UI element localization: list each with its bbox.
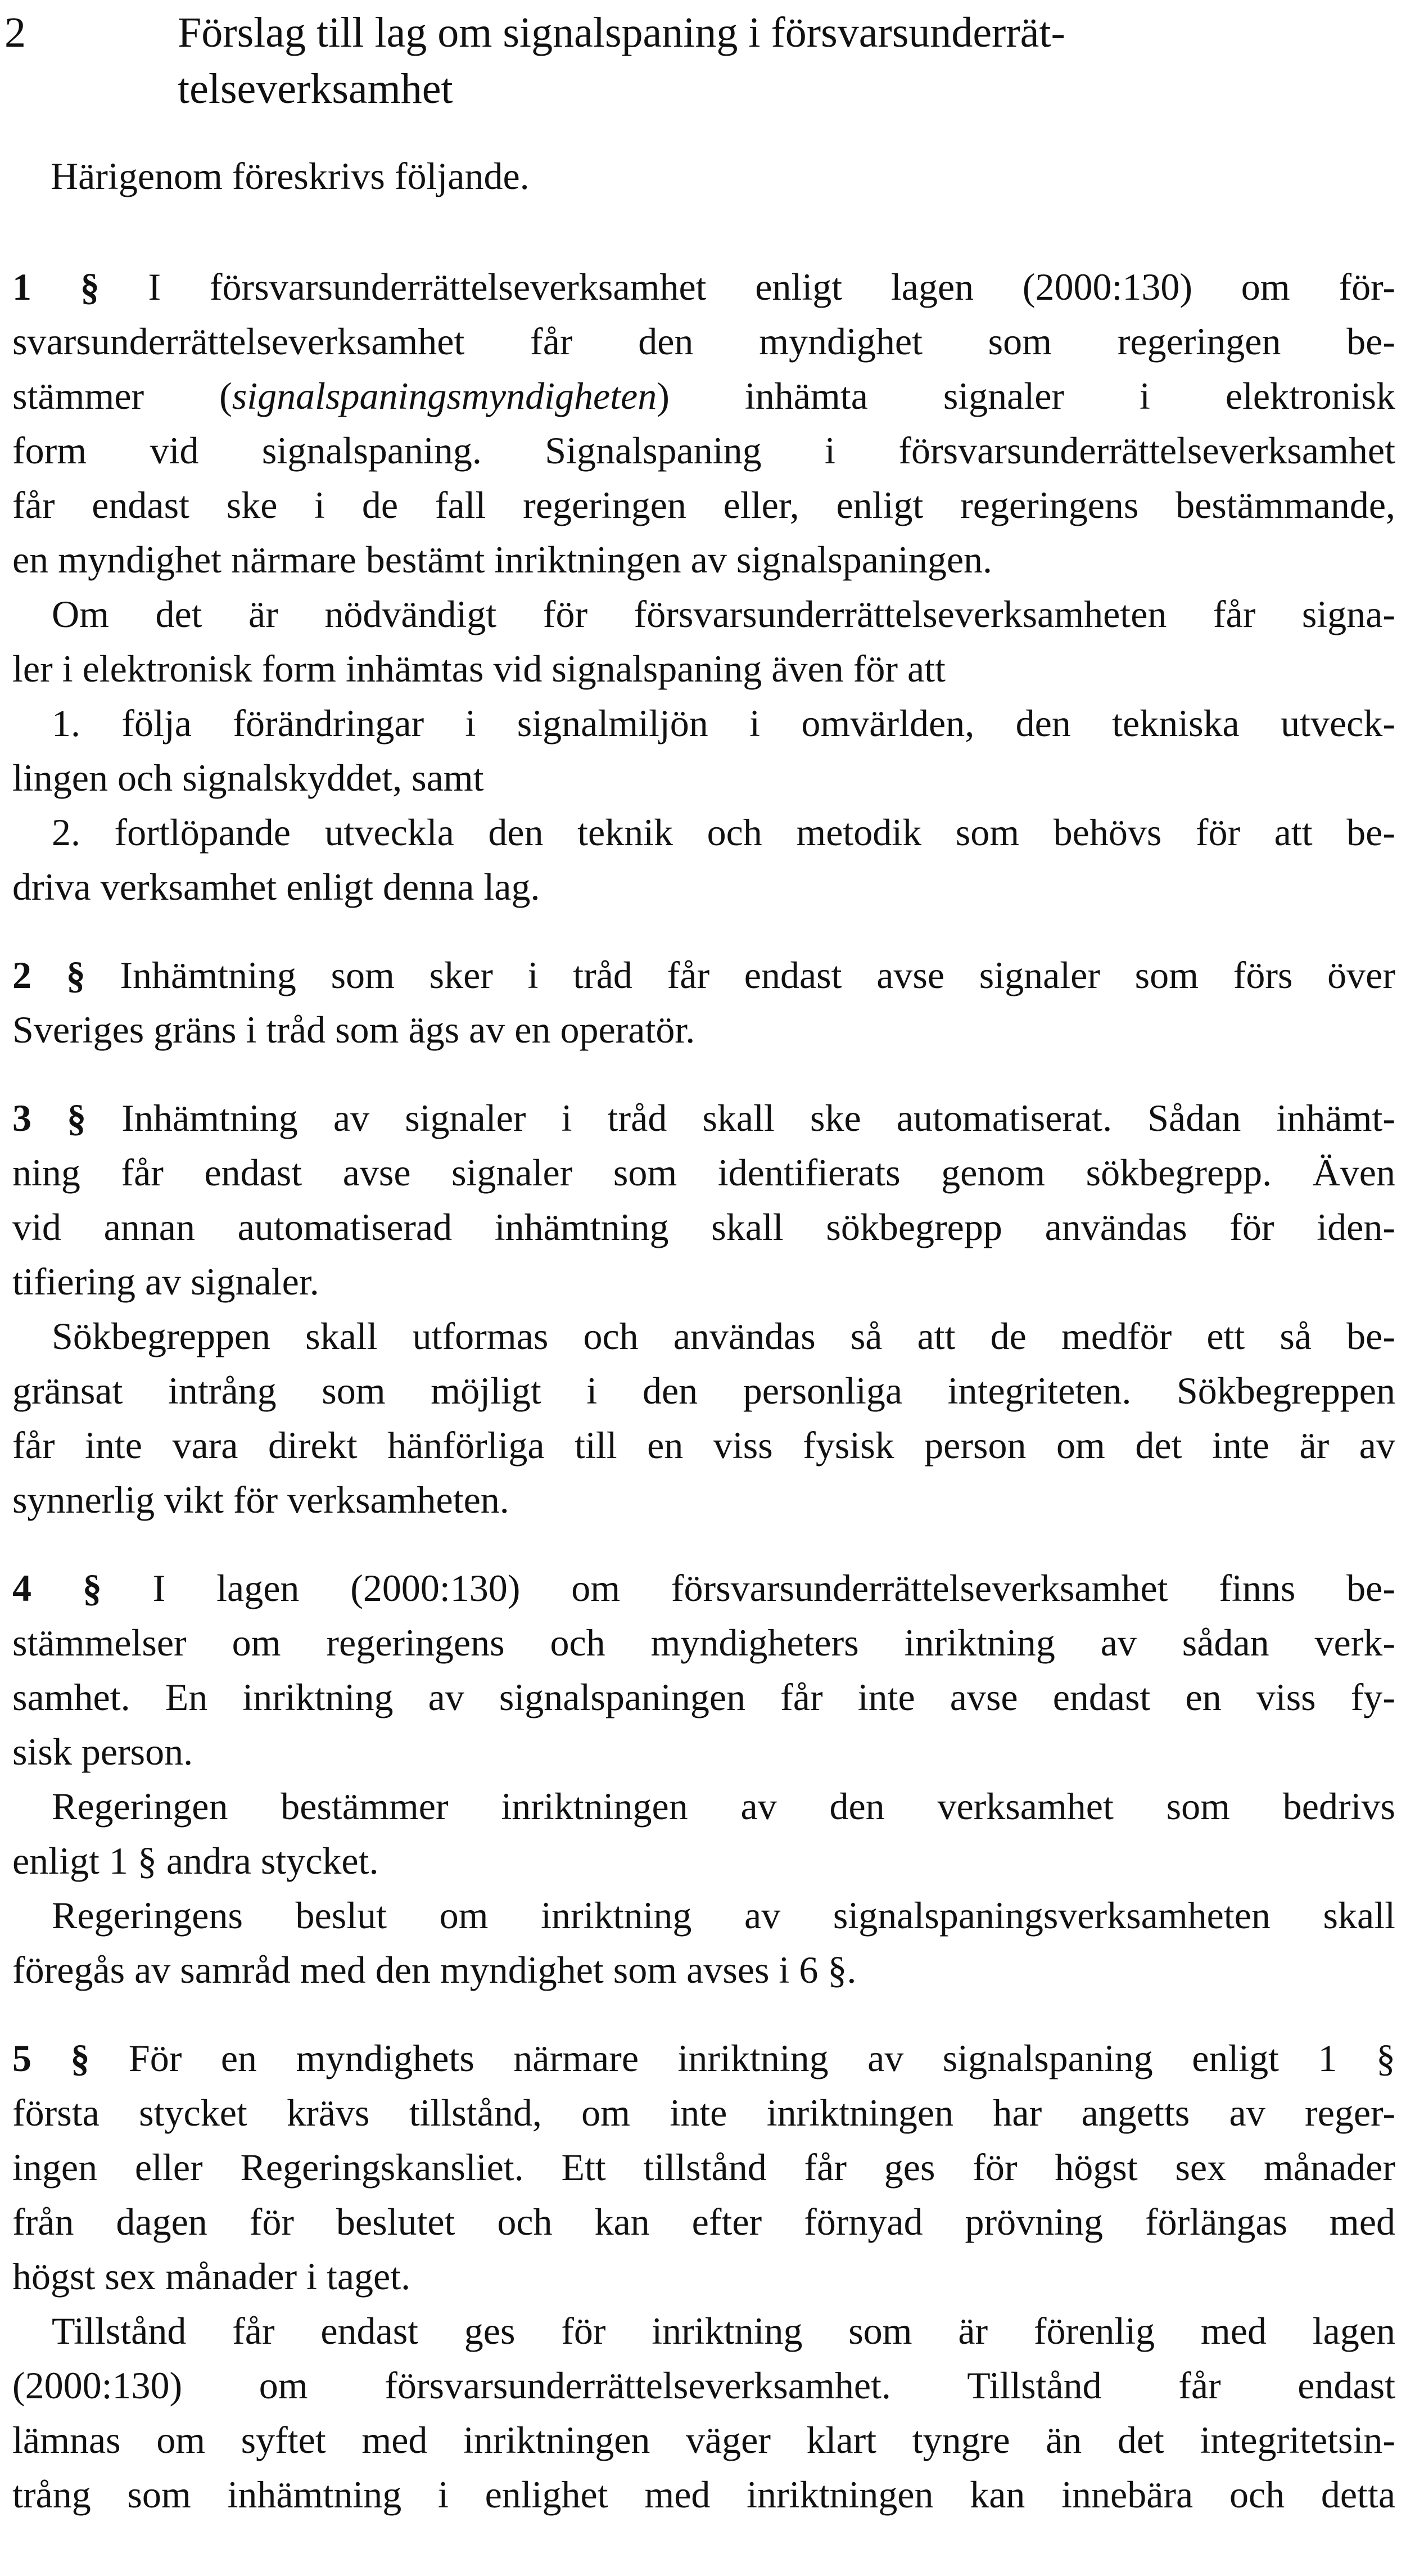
text-line: Sveriges gräns i tråd som ägs av en operatör. (12, 1008, 695, 1051)
text-line: vid annan automatiserad inhämtning skall sökbegrepp användas för iden- (12, 1206, 1395, 1248)
section-sign: § (80, 265, 100, 308)
text-line: enligt 1 § andra stycket. (12, 1839, 379, 1882)
section-number: 4 (12, 1567, 83, 1609)
heading-title-line: telseverksamhet (178, 65, 453, 112)
text-line: Tillstånd får endast ges för inriktning som är förenlig med lagen (52, 2309, 1395, 2352)
text-line: trång som inhämtning i enlighet med inriktningen kan innebära och detta (12, 2473, 1395, 2516)
heading-title-line: Förslag till lag om signalspaning i försvarsunderrät- (178, 9, 1065, 56)
line-text: Inhämtning av signaler i tråd skall ske automatiserat. Sådan inhämt- (86, 1097, 1396, 1139)
text-line (12, 1561, 1395, 1616)
line-text: I lagen (2000:130) om försvarsunderrättelseverksamhet finns be- (101, 1567, 1396, 1609)
text-line: första stycket krävs tillstånd, om inte inriktningen har angetts av reger- (12, 2091, 1395, 2134)
line-text: För en myndighets närmare inriktning av signalspaning enligt 1 § (89, 2037, 1396, 2079)
section-number: 2 (12, 954, 66, 996)
section-number: 1 (12, 265, 80, 308)
text-line: tifiering av signaler. (12, 1260, 319, 1303)
enactment-clause: Härigenom föreskrivs följande. (51, 155, 530, 197)
section-sign: § (67, 1097, 87, 1139)
text-line: ler i elektronisk form inhämtas vid signalspaning även för att (12, 647, 946, 690)
text-line: får inte vara direkt hänförliga till en viss fysisk person om det inte är av (12, 1424, 1395, 1467)
text-line: föregås av samråd med den myndighet som avses i 6 §. (12, 1948, 857, 1991)
section-number: 3 (12, 1097, 67, 1139)
text-line: sisk person. (12, 1730, 193, 1773)
heading-title (178, 4, 1369, 117)
text-line: ning får endast avse signaler som identifierats genom sökbegrepp. Även (12, 1151, 1395, 1194)
section-number: 5 (12, 2037, 71, 2079)
text-line: Regeringen bestämmer inriktningen av den verksamhet som bedrivs (52, 1785, 1395, 1828)
text-line: högst sex månader i taget. (12, 2255, 411, 2298)
text-line: driva verksamhet enligt denna lag. (12, 865, 540, 908)
text-line: ingen eller Regeringskansliet. Ett tillstånd får ges för högst sex månader (12, 2146, 1395, 2189)
paragraph-section-4 (12, 1561, 1395, 1997)
text-line: från dagen för beslutet och kan efter förnyad prövning förlängas med (12, 2200, 1395, 2243)
text-line (12, 948, 1395, 1003)
defined-term: signalspaningsmyndigheten (232, 375, 657, 417)
text-line (12, 260, 1395, 314)
section-sign: § (82, 1567, 102, 1609)
text-line: samhet. En inriktning av signalspaningen får inte avse endast en viss fy- (12, 1676, 1395, 1718)
text-line: Sökbegreppen skall utformas och användas så att de medför ett så be- (52, 1315, 1395, 1357)
paragraph-section-2 (12, 948, 1395, 1057)
text-line: gränsat intrång som möjligt i den personliga integriteten. Sökbegreppen (12, 1369, 1395, 1412)
text-line: synnerlig vikt för verksamheten. (12, 1478, 509, 1521)
paragraph-section-3 (12, 1091, 1395, 1527)
text-line: 1. följa förändringar i signalmiljön i omvärlden, den tekniska utveck- (52, 702, 1395, 745)
text-line (12, 1091, 1395, 1145)
heading-number: 2 (4, 9, 26, 56)
section-heading (0, 4, 1406, 117)
text-line: form vid signalspaning. Signalspaning i försvarsunderrättelseverksamhet (12, 429, 1395, 472)
text-line: stämmelser om regeringens och myndigheters inriktning av sådan verk- (12, 1621, 1395, 1664)
line-text: I försvarsunderrättelseverksamhet enligt lagen (2000:130) om för- (99, 265, 1395, 308)
text-line: 2. fortlöpande utveckla den teknik och metodik som behövs för att be- (52, 811, 1395, 854)
text-line: får endast ske i de fall regeringen eller, enligt regeringens bestämmande, (12, 484, 1395, 526)
text-line: (2000:130) om försvarsunderrättelseverksamhet. Tillstånd får endast (12, 2364, 1395, 2407)
text-line: en myndighet närmare bestämt inriktningen av signalspaningen. (12, 538, 992, 581)
section-sign: § (66, 954, 85, 996)
text-line: lämnas om syftet med inriktningen väger klart tyngre än det integritetsin- (12, 2419, 1395, 2461)
paragraph-section-1 (12, 260, 1395, 914)
text-line: svarsunderrättelseverksamhet får den myndighet som regeringen be- (12, 320, 1395, 363)
text-line (12, 369, 1395, 423)
law-text (12, 260, 1395, 2556)
text-line: lingen och signalskyddet, samt (12, 756, 484, 799)
line-text: Inhämtning som sker i tråd får endast avse signaler som förs över (85, 954, 1396, 996)
paragraph-section-5 (12, 2031, 1395, 2522)
text-line: Om det är nödvändigt för försvarsunderrättelseverksamheten får signa- (52, 593, 1395, 635)
line-text: stämmer ( (12, 375, 232, 417)
section-sign: § (70, 2037, 90, 2079)
line-text: ) inhämta signaler i elektronisk (657, 375, 1395, 417)
text-line: Regeringens beslut om inriktning av signalspaningsverksamheten skall (52, 1894, 1395, 1937)
text-line (12, 2031, 1395, 2086)
